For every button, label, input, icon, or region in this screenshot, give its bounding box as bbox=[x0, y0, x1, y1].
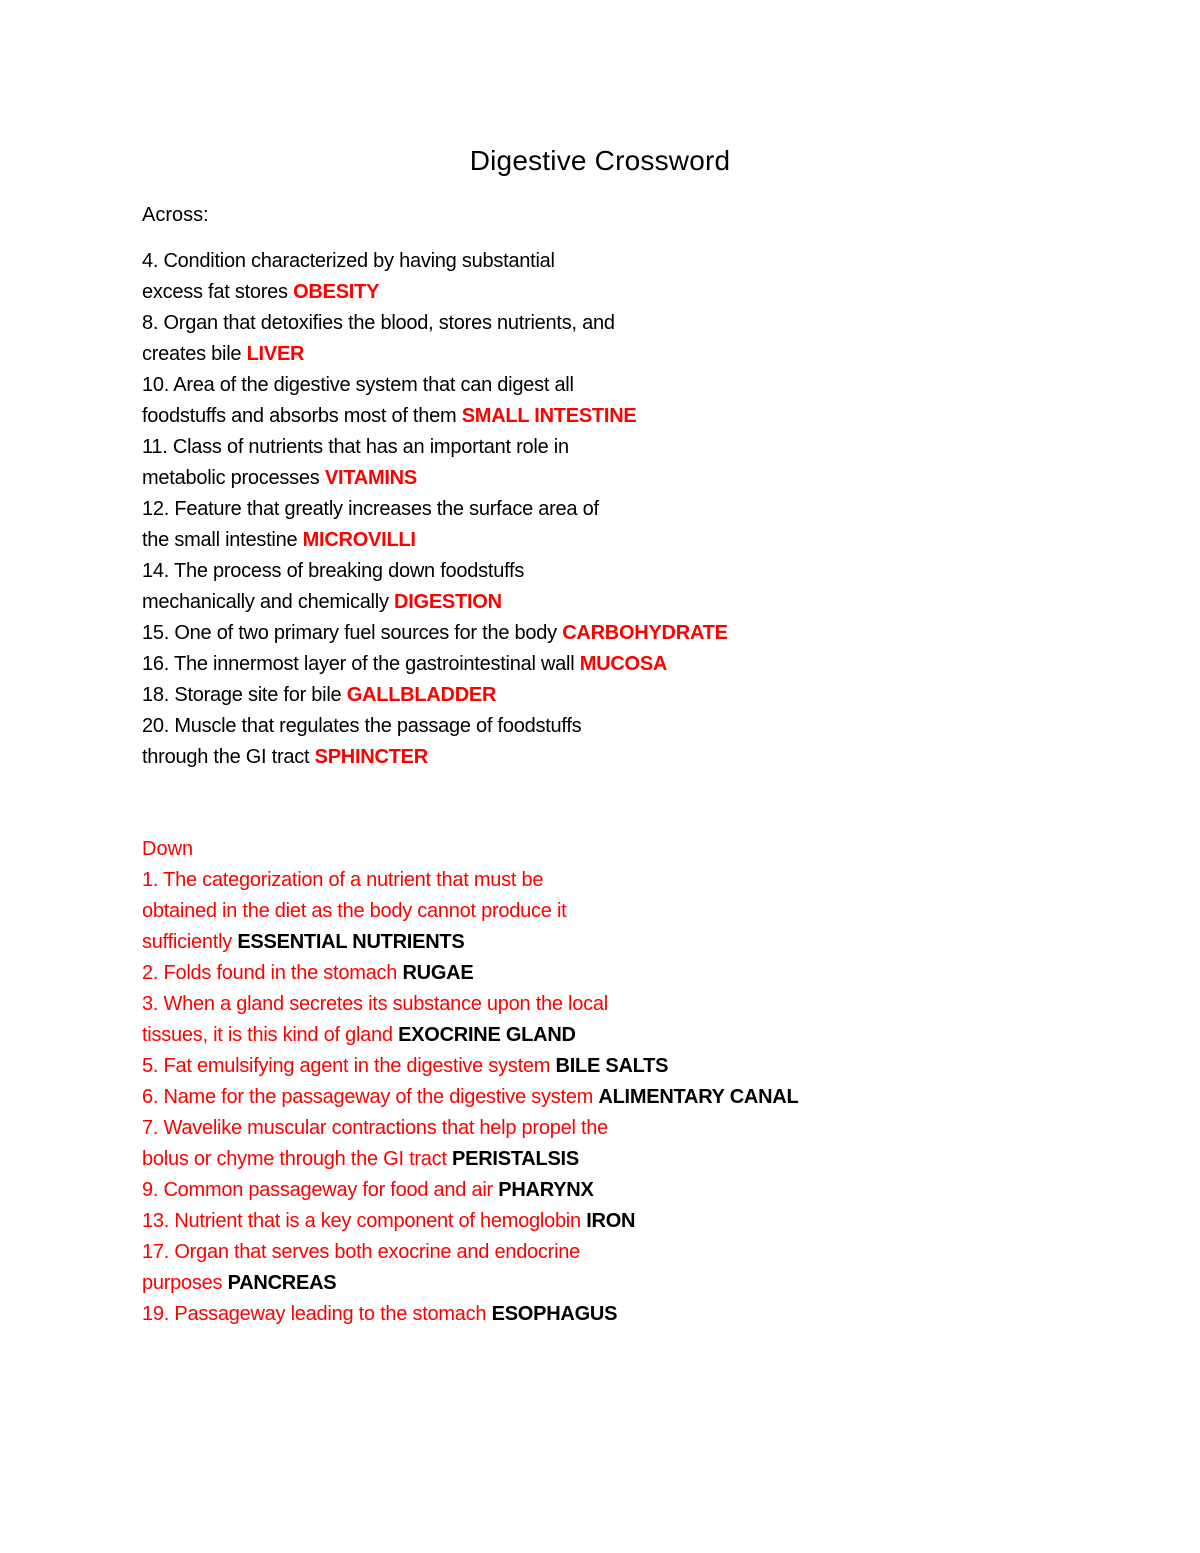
down-clue bbox=[142, 1299, 1142, 1330]
down-clue-list bbox=[142, 865, 1142, 1330]
clue-answer: OBESITY bbox=[293, 281, 380, 303]
clue-line bbox=[142, 246, 1142, 277]
clue-line bbox=[142, 401, 1142, 432]
clue-line bbox=[142, 463, 1142, 494]
across-clue bbox=[142, 370, 1142, 432]
clue-text: 19. Passageway leading to the stomach bbox=[142, 1303, 492, 1325]
across-clue bbox=[142, 680, 1142, 711]
clue-answer: RUGAE bbox=[402, 962, 474, 984]
clue-text: 20. Muscle that regulates the passage of foodstuffs bbox=[142, 715, 582, 737]
clue-line bbox=[142, 680, 1142, 711]
clue-line bbox=[142, 1113, 1142, 1144]
clue-text: bolus or chyme through the GI tract bbox=[142, 1148, 453, 1170]
across-clue-list bbox=[142, 246, 1142, 773]
clue-line bbox=[142, 432, 1142, 463]
clue-line bbox=[142, 618, 1142, 649]
clue-text: 1. The categorization of a nutrient that must be bbox=[142, 869, 544, 891]
clue-answer: BILE SALTS bbox=[555, 1055, 669, 1077]
across-clue bbox=[142, 556, 1142, 618]
clue-line bbox=[142, 494, 1142, 525]
clue-text: 15. One of two primary fuel sources for the body bbox=[142, 622, 563, 644]
down-clue bbox=[142, 1237, 1142, 1299]
clue-line bbox=[142, 525, 1142, 556]
clue-text: creates bile bbox=[142, 343, 247, 365]
clue-answer: SPHINCTER bbox=[314, 746, 428, 768]
clue-text: purposes bbox=[142, 1272, 228, 1294]
clue-line bbox=[142, 958, 1142, 989]
clue-answer: PHARYNX bbox=[498, 1179, 594, 1201]
clue-answer: ESSENTIAL NUTRIENTS bbox=[237, 931, 465, 953]
clue-answer: DIGESTION bbox=[394, 591, 502, 613]
clue-line bbox=[142, 556, 1142, 587]
clue-line bbox=[142, 1020, 1142, 1051]
clue-text: sufficiently bbox=[142, 931, 238, 953]
clue-text: excess fat stores bbox=[142, 281, 294, 303]
clue-answer: ALIMENTARY CANAL bbox=[598, 1086, 799, 1108]
clue-text: foodstuffs and absorbs most of them bbox=[142, 405, 462, 427]
clue-line bbox=[142, 1175, 1142, 1206]
clue-line bbox=[142, 370, 1142, 401]
clue-text: metabolic processes bbox=[142, 467, 325, 489]
clue-text: obtained in the diet as the body cannot produce it bbox=[142, 900, 567, 922]
clue-line bbox=[142, 711, 1142, 742]
clue-line bbox=[142, 1051, 1142, 1082]
clue-text: 17. Organ that serves both exocrine and endocrine bbox=[142, 1241, 581, 1263]
clue-line bbox=[142, 1206, 1142, 1237]
clue-line bbox=[142, 865, 1142, 896]
down-clue bbox=[142, 1082, 1142, 1113]
clue-line bbox=[142, 1237, 1142, 1268]
clue-answer: MICROVILLI bbox=[302, 529, 416, 551]
down-clue bbox=[142, 1051, 1142, 1082]
clue-text: 16. The innermost layer of the gastrointestinal wall bbox=[142, 653, 580, 675]
clue-answer: GALLBLADDER bbox=[346, 684, 497, 706]
clue-line bbox=[142, 587, 1142, 618]
clue-answer: VITAMINS bbox=[324, 467, 417, 489]
clue-text: mechanically and chemically bbox=[142, 591, 395, 613]
down-heading: Down bbox=[142, 838, 194, 860]
clue-answer: EXOCRINE GLAND bbox=[398, 1024, 576, 1046]
down-clue bbox=[142, 989, 1142, 1051]
clue-text: 18. Storage site for bile bbox=[142, 684, 347, 706]
clue-line bbox=[142, 989, 1142, 1020]
clue-text: 3. When a gland secretes its substance upon the local bbox=[142, 993, 608, 1015]
clue-line bbox=[142, 927, 1142, 958]
down-clue bbox=[142, 1175, 1142, 1206]
clue-text: 11. Class of nutrients that has an important role in bbox=[142, 436, 569, 458]
clue-text: 14. The process of breaking down foodstuffs bbox=[142, 560, 525, 582]
clue-text: 5. Fat emulsifying agent in the digestive system bbox=[142, 1055, 556, 1077]
clue-line bbox=[142, 649, 1142, 680]
clue-text: 4. Condition characterized by having substantial bbox=[142, 250, 555, 272]
across-clue bbox=[142, 649, 1142, 680]
clue-line bbox=[142, 277, 1142, 308]
clue-text: 10. Area of the digestive system that can digest all bbox=[142, 374, 574, 396]
clue-text: the small intestine bbox=[142, 529, 303, 551]
clue-text: 12. Feature that greatly increases the surface area of bbox=[142, 498, 599, 520]
across-clue bbox=[142, 308, 1142, 370]
clue-answer: SMALL INTESTINE bbox=[461, 405, 637, 427]
clue-line bbox=[142, 339, 1142, 370]
clue-answer: PANCREAS bbox=[227, 1272, 337, 1294]
clue-line bbox=[142, 1082, 1142, 1113]
across-clue bbox=[142, 246, 1142, 308]
across-clue bbox=[142, 618, 1142, 649]
clue-answer: CARBOHYDRATE bbox=[562, 622, 728, 644]
down-clue bbox=[142, 865, 1142, 958]
across-clue bbox=[142, 711, 1142, 773]
clue-line bbox=[142, 742, 1142, 773]
clue-text: 7. Wavelike muscular contractions that help propel the bbox=[142, 1117, 609, 1139]
clue-answer: PERISTALSIS bbox=[452, 1148, 579, 1170]
clue-line bbox=[142, 1268, 1142, 1299]
clue-text: tissues, it is this kind of gland bbox=[142, 1024, 399, 1046]
clue-line bbox=[142, 1299, 1142, 1330]
across-heading: Across: bbox=[142, 204, 209, 226]
clue-text: 8. Organ that detoxifies the blood, stores nutrients, and bbox=[142, 312, 615, 334]
clue-text: 6. Name for the passageway of the digestive system bbox=[142, 1086, 599, 1108]
across-clue bbox=[142, 494, 1142, 556]
clue-answer: MUCOSA bbox=[579, 653, 668, 675]
down-clue bbox=[142, 958, 1142, 989]
clue-answer: ESOPHAGUS bbox=[491, 1303, 618, 1325]
clue-text: 2. Folds found in the stomach bbox=[142, 962, 403, 984]
clue-text: 13. Nutrient that is a key component of hemoglobin bbox=[142, 1210, 587, 1232]
across-clue bbox=[142, 432, 1142, 494]
down-clue bbox=[142, 1206, 1142, 1237]
clue-text: 9. Common passageway for food and air bbox=[142, 1179, 499, 1201]
clue-answer: IRON bbox=[586, 1210, 636, 1232]
clue-line bbox=[142, 1144, 1142, 1175]
page-title: Digestive Crossword bbox=[469, 145, 731, 176]
clue-text: through the GI tract bbox=[142, 746, 315, 768]
clue-line bbox=[142, 308, 1142, 339]
clue-answer: LIVER bbox=[246, 343, 305, 365]
clue-line bbox=[142, 896, 1142, 927]
down-clue bbox=[142, 1113, 1142, 1175]
